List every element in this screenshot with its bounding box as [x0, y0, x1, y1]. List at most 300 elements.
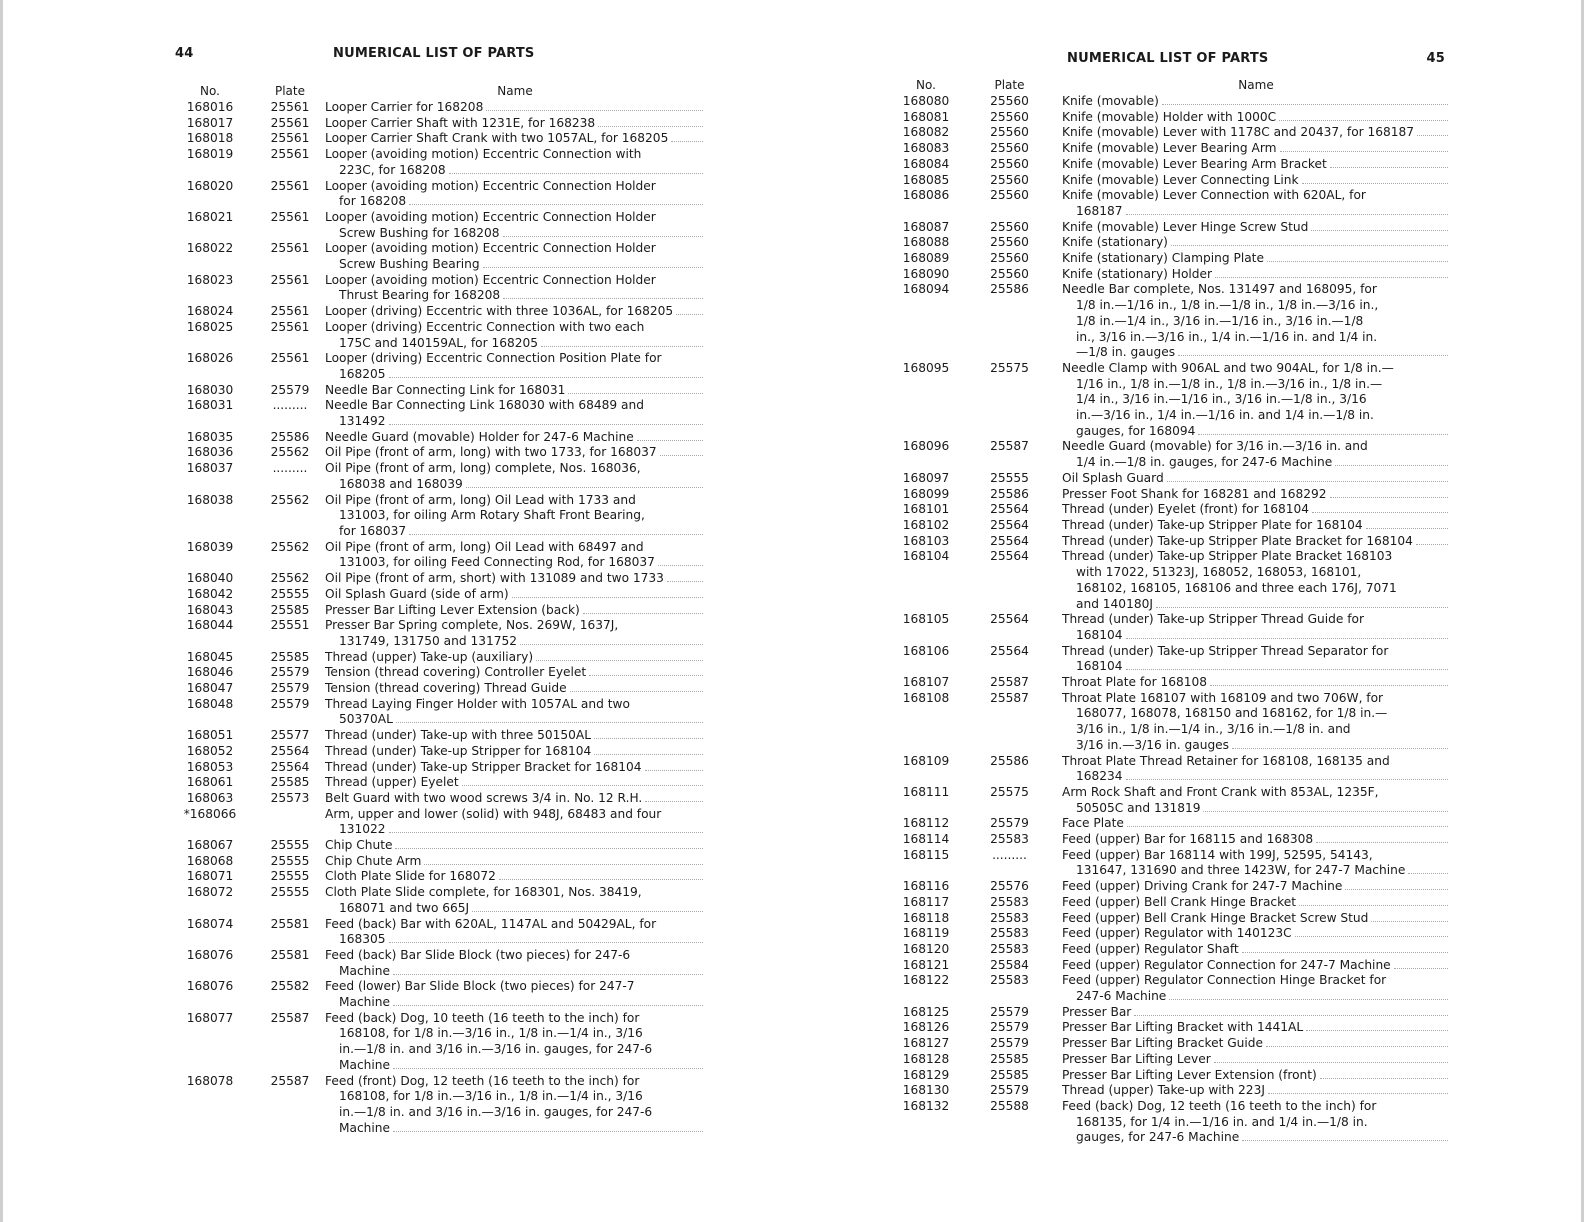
part-name-line [325, 634, 705, 650]
part-name-text: 223C, for 168208 [339, 162, 446, 177]
part-name-line [1062, 173, 1450, 189]
part-name-line [325, 226, 705, 242]
part-name-text: Thread (upper) Eyelet [325, 775, 459, 790]
part-number: 168036 [186, 445, 234, 460]
part-name [325, 665, 705, 681]
part-name-line [1062, 581, 1450, 597]
part-number: 168023 [186, 272, 234, 287]
part-name-line [325, 775, 705, 791]
part-name-text: Looper Carrier Shaft Crank with two 1057AL, for 168205 [325, 131, 669, 146]
part-name [1062, 471, 1450, 487]
dot-leader [1126, 668, 1448, 670]
dot-leader [1320, 1077, 1448, 1079]
plate-number: 25585 [990, 1067, 1029, 1082]
part-row [895, 1052, 1450, 1068]
plate-number: 25561 [270, 131, 310, 146]
part-name-line [1062, 911, 1450, 927]
left-page [165, 46, 705, 1136]
part-number: 168039 [186, 539, 234, 554]
part-name-text: 3/16 in., 1/8 in.—1/4 in., 3/16 in.—1/8 in. and [1076, 722, 1351, 737]
part-name-line [325, 917, 705, 933]
plate-number: 25587 [270, 1073, 310, 1088]
part-name-text: Feed (lower) Bar Slide Block (two pieces) for 247-7 [325, 979, 635, 994]
part-name-text: 1/4 in.—1/8 in. gauges, for 247-6 Machine [1076, 455, 1333, 470]
part-name-line [325, 398, 705, 414]
part-name [1062, 879, 1450, 895]
part-name-line [325, 273, 705, 289]
part-name [1062, 612, 1450, 643]
part-number: 168020 [186, 178, 234, 193]
part-row [165, 948, 705, 979]
part-name-text: Oil Pipe (front of arm, long) Oil Lead with 1733 and [325, 492, 636, 507]
part-name [325, 744, 705, 760]
part-name-line [325, 791, 705, 807]
part-number: *168066 [183, 806, 237, 821]
part-name-line [1062, 487, 1450, 503]
part-name [325, 1011, 705, 1074]
part-name [325, 979, 705, 1010]
dot-leader [393, 1067, 703, 1069]
part-name-line [1062, 377, 1450, 393]
part-name-line [325, 760, 705, 776]
part-name-line [325, 979, 705, 995]
plate-number: 25582 [270, 979, 310, 994]
part-name [325, 210, 705, 241]
dot-leader [658, 564, 703, 566]
part-name-text: 131003, for oiling Feed Connecting Rod, for 168037 [339, 555, 655, 570]
page-edge-left [0, 0, 3, 1222]
part-name-text: Feed (upper) Regulator Connection Hinge Bracket for [1062, 973, 1387, 988]
dot-leader [486, 109, 703, 111]
part-name-text: Knife (movable) Lever Bearing Arm Bracket [1062, 156, 1327, 171]
part-name [1062, 534, 1450, 550]
part-row [895, 911, 1450, 927]
parts-list [165, 100, 705, 1136]
dot-leader [1306, 1029, 1448, 1031]
part-name-text: and 140180J [1076, 596, 1153, 611]
part-name-line [325, 351, 705, 367]
part-name-text: Thrust Bearing for 168208 [339, 288, 501, 303]
part-name-line [1062, 958, 1450, 974]
plate-number: 25561 [270, 272, 310, 287]
part-name [1062, 816, 1450, 832]
parts-list [895, 94, 1450, 1146]
dot-leader [594, 737, 703, 739]
part-name-text: gauges, for 247-6 Machine [1076, 1130, 1240, 1145]
part-number: 168017 [186, 115, 234, 130]
part-name-line [1062, 471, 1450, 487]
part-row [895, 487, 1450, 503]
part-name-text: 168077, 168078, 168150 and 168162, for 1/8 in.— [1076, 706, 1388, 721]
dot-leader [449, 172, 703, 174]
part-number: 168038 [186, 492, 234, 507]
part-row [165, 116, 705, 132]
part-name-text: Feed (back) Bar Slide Block (two pieces) for 247-6 [325, 947, 631, 962]
part-name [325, 147, 705, 178]
part-name-text: Knife (stationary) [1062, 235, 1168, 250]
part-number: 168046 [186, 665, 234, 680]
part-name [1062, 251, 1450, 267]
part-number: 168130 [902, 1083, 950, 1098]
part-name [1062, 1083, 1450, 1099]
column-header-name: Name [1238, 78, 1274, 92]
part-name-line [325, 1058, 705, 1074]
dot-leader [583, 612, 703, 614]
part-name [1062, 911, 1450, 927]
part-name [325, 304, 705, 320]
part-name-line [1062, 125, 1450, 141]
part-name [325, 351, 705, 382]
part-name-text: 168205 [339, 366, 386, 381]
part-name-line [325, 1089, 705, 1105]
part-name-text: Thread (under) Eyelet (front) for 168104 [1062, 502, 1310, 517]
part-name-text: 131003, for oiling Arm Rotary Shaft Front Bearing, [339, 508, 645, 523]
part-name-line [325, 838, 705, 854]
dot-leader [389, 831, 703, 833]
part-number: 168101 [902, 502, 950, 517]
part-name-line [1062, 659, 1450, 675]
part-name-text: Face Plate [1062, 816, 1124, 831]
part-name-line [1062, 1020, 1450, 1036]
dot-leader [589, 674, 703, 676]
part-number: 168081 [902, 109, 950, 124]
dot-leader [396, 721, 703, 723]
part-row [165, 430, 705, 446]
part-name-line [1062, 675, 1450, 691]
dot-leader [667, 580, 703, 582]
part-name-text: 50370AL [339, 712, 393, 727]
dot-leader [1312, 511, 1448, 513]
part-name-text: 168071 and two 665J [339, 900, 470, 915]
part-name [1062, 220, 1450, 236]
part-name [1062, 832, 1450, 848]
part-row [165, 147, 705, 178]
part-row [895, 518, 1450, 534]
dot-leader [676, 313, 703, 315]
part-number: 168127 [902, 1036, 950, 1051]
part-row [165, 131, 705, 147]
part-row [895, 816, 1450, 832]
part-name-line [1062, 282, 1450, 298]
part-name-text: Presser Bar [1062, 1004, 1132, 1019]
part-number: 168122 [902, 973, 950, 988]
plate-number: 25583 [990, 941, 1029, 956]
plate-number: ......... [272, 461, 308, 476]
part-row [895, 973, 1450, 1004]
part-name [1062, 282, 1450, 361]
part-name-text: Feed (upper) Bell Crank Hinge Bracket [1062, 894, 1297, 909]
part-row [895, 251, 1450, 267]
part-name-text: Feed (upper) Regulator with 140123C [1062, 926, 1292, 941]
part-name-line [1062, 534, 1450, 550]
part-name [325, 430, 705, 446]
plate-number: 25579 [990, 1083, 1029, 1098]
part-name-line [1062, 879, 1450, 895]
dot-leader [1267, 260, 1448, 262]
part-name-text: Feed (back) Dog, 12 teeth (16 teeth to the inch) for [1062, 1099, 1377, 1113]
part-number: 168116 [902, 879, 950, 894]
column-headers [165, 83, 705, 100]
part-row [165, 1074, 705, 1137]
part-row [165, 210, 705, 241]
dot-leader [503, 297, 703, 299]
part-name-line [325, 603, 705, 619]
plate-number: 25587 [990, 675, 1029, 690]
part-name [1062, 502, 1450, 518]
part-name-line [1062, 942, 1450, 958]
part-name-line [325, 1074, 705, 1090]
part-name-line [1062, 408, 1450, 424]
part-number: 168061 [186, 775, 234, 790]
part-name-text: 131492 [339, 414, 386, 429]
dot-leader [409, 533, 703, 535]
part-name-text: Cloth Plate Slide for 168072 [325, 869, 496, 884]
part-name-line [325, 336, 705, 352]
plate-number: 25583 [990, 973, 1029, 988]
part-row [895, 267, 1450, 283]
part-name-line [1062, 330, 1450, 346]
part-row [165, 179, 705, 210]
plate-number: 25579 [270, 382, 310, 397]
part-name-text: Knife (stationary) Clamping Plate [1062, 251, 1264, 266]
part-name [325, 1074, 705, 1137]
plate-number: 25561 [270, 100, 310, 114]
part-name [325, 618, 705, 649]
part-row [165, 493, 705, 540]
part-name-line [325, 1121, 705, 1137]
part-name-line [1062, 769, 1450, 785]
part-name-text: Feed (upper) Bell Crank Hinge Bracket Screw Stud [1062, 910, 1369, 925]
part-row [165, 540, 705, 571]
part-name [1062, 973, 1450, 1004]
plate-number: 25564 [990, 533, 1029, 548]
part-name [325, 650, 705, 666]
plate-number: 25561 [270, 351, 310, 366]
part-number: 168099 [902, 486, 950, 501]
part-name-line [325, 430, 705, 446]
part-number: 168076 [186, 947, 234, 962]
part-name-line [325, 728, 705, 744]
plate-number: 25564 [990, 502, 1029, 517]
part-name-text: 1/4 in., 3/16 in.—1/16 in., 3/16 in.—1/8 in., 3/16 [1076, 392, 1367, 407]
dot-leader [1279, 119, 1448, 121]
part-name-text: Looper (driving) Eccentric with three 1036AL, for 168205 [325, 304, 674, 319]
part-row [165, 304, 705, 320]
part-name-text: Feed (back) Dog, 10 teeth (16 teeth to the inch) for [325, 1010, 640, 1025]
part-name-line [1062, 1099, 1450, 1115]
part-name-line [1062, 691, 1450, 707]
plate-number: 25564 [270, 759, 310, 774]
part-name-text: Throat Plate Thread Retainer for 168108, 168135 and [1062, 753, 1390, 768]
part-name-text: Looper (avoiding motion) Eccentric Connection Holder [325, 241, 656, 256]
part-row [895, 471, 1450, 487]
dot-leader [1127, 825, 1448, 827]
part-row [895, 754, 1450, 785]
part-number: 168063 [186, 790, 234, 805]
dot-leader [1203, 810, 1448, 812]
dot-leader [472, 910, 703, 912]
part-number: 168117 [902, 894, 950, 909]
part-number: 168040 [186, 571, 234, 586]
plate-number: 25555 [270, 853, 310, 868]
part-name-text: 168104 [1076, 627, 1123, 642]
dot-leader [409, 203, 703, 205]
part-name [1062, 1052, 1450, 1068]
part-number: 168035 [186, 429, 234, 444]
part-name [325, 241, 705, 272]
part-name-text: Feed (upper) Driving Crank for 247-7 Machine [1062, 879, 1343, 894]
part-name [325, 571, 705, 587]
part-row [895, 675, 1450, 691]
dot-leader [512, 596, 703, 598]
part-row [895, 125, 1450, 141]
dot-leader [1232, 747, 1448, 749]
part-name [325, 854, 705, 870]
plate-number: 25560 [990, 94, 1029, 108]
part-number: 168019 [186, 147, 234, 162]
dot-leader [393, 1004, 703, 1006]
part-name-text: Knife (movable) Holder with 1000C [1062, 109, 1277, 124]
part-name-text: Thread (under) Take-up Stripper Thread Separator for [1062, 643, 1389, 658]
part-name-text: Thread (under) Take-up with three 50150AL [325, 728, 592, 743]
part-name-line [325, 524, 705, 540]
part-name-text: Looper Carrier for 168208 [325, 100, 484, 114]
plate-number: 25586 [990, 486, 1029, 501]
part-name [1062, 1099, 1450, 1146]
part-name [325, 603, 705, 619]
part-name-line [325, 964, 705, 980]
dot-leader [645, 800, 703, 802]
part-name-line [1062, 549, 1450, 565]
dot-leader [1126, 637, 1448, 639]
plate-number: 25562 [270, 571, 310, 586]
part-name-line [325, 555, 705, 571]
part-number: 168120 [902, 941, 950, 956]
part-name-text: Oil Pipe (front of arm, short) with 131089 and two 1733 [325, 571, 664, 586]
part-name [1062, 487, 1450, 503]
part-row [165, 917, 705, 948]
part-name-text: Needle Guard (movable) Holder for 247-6 Machine [325, 429, 634, 444]
part-name-text: Machine [339, 995, 391, 1010]
plate-number: 25561 [270, 115, 310, 130]
part-name [325, 383, 705, 399]
part-name-text: Presser Bar Lifting Bracket with 1441AL [1062, 1020, 1304, 1035]
part-name [1062, 141, 1450, 157]
part-number: 168044 [186, 618, 234, 633]
part-number: 168026 [186, 351, 234, 366]
plate-number: 25560 [990, 125, 1029, 140]
part-name [1062, 1068, 1450, 1084]
part-name-line [1062, 455, 1450, 471]
part-number: 168111 [902, 784, 950, 799]
part-number: 168072 [186, 885, 234, 900]
part-name-text: Cloth Plate Slide complete, for 168301, Nos. 38419, [325, 885, 642, 900]
part-name-text: 1/16 in., 1/8 in.—1/8 in., 1/8 in.—3/16 in., 1/8 in.— [1076, 376, 1383, 391]
part-name [325, 398, 705, 429]
part-row [165, 650, 705, 666]
dot-leader [1330, 166, 1448, 168]
part-name-line [325, 367, 705, 383]
part-name-line [325, 869, 705, 885]
part-number: 168132 [902, 1099, 950, 1113]
part-name [1062, 644, 1450, 675]
part-row [895, 691, 1450, 754]
part-number: 168042 [186, 586, 234, 601]
part-number: 168068 [186, 853, 234, 868]
dot-leader [389, 376, 703, 378]
part-number: 168103 [902, 533, 950, 548]
part-name-text: Machine [339, 1057, 391, 1072]
dot-leader [1134, 1014, 1448, 1016]
part-name-line [325, 995, 705, 1011]
part-name-text: 1/8 in.—1/16 in., 1/8 in.—1/8 in., 1/8 in.—3/16 in., [1076, 298, 1379, 313]
plate-number: 25562 [270, 445, 310, 460]
dot-leader [1299, 904, 1448, 906]
part-number: 168089 [902, 251, 950, 266]
part-name-text: Needle Bar complete, Nos. 131497 and 168095, for [1062, 282, 1377, 297]
plate-number: 25561 [270, 178, 310, 193]
part-name-line [1062, 895, 1450, 911]
part-number: 168018 [186, 131, 234, 146]
part-number: 168025 [186, 319, 234, 334]
plate-number: 25562 [270, 539, 310, 554]
part-name-text: Presser Bar Lifting Lever Extension (back) [325, 602, 580, 617]
part-name [1062, 110, 1450, 126]
part-row [895, 188, 1450, 219]
part-name-text: Thread Laying Finger Holder with 1057AL and two [325, 696, 630, 711]
part-row [165, 273, 705, 304]
dot-leader [1156, 606, 1448, 608]
dot-leader [1171, 244, 1448, 246]
plate-number: 25579 [270, 696, 310, 711]
part-number: 168121 [902, 957, 950, 972]
part-name-text: gauges, for 168094 [1076, 423, 1196, 438]
part-name-line [325, 932, 705, 948]
part-number: 168109 [902, 753, 950, 768]
part-row [895, 644, 1450, 675]
part-number: 168080 [902, 94, 950, 108]
part-name-line [1062, 926, 1450, 942]
dot-leader [671, 140, 703, 142]
part-name-line [325, 712, 705, 728]
part-name-line [1062, 816, 1450, 832]
part-row [165, 838, 705, 854]
part-name-line [325, 508, 705, 524]
part-number: 168082 [902, 125, 950, 140]
part-name-line [325, 179, 705, 195]
part-name-text: 168038 and 168039 [339, 476, 463, 491]
part-name-line [1062, 801, 1450, 817]
part-name-line [1062, 848, 1450, 864]
part-name-line [325, 210, 705, 226]
part-name-text: Presser Bar Lifting Lever [1062, 1051, 1211, 1066]
plate-number: 25564 [990, 549, 1029, 564]
part-number: 168112 [902, 816, 950, 831]
plate-number: 25564 [990, 612, 1029, 627]
plate-number: 25585 [270, 775, 310, 790]
part-name-text: 168187 [1076, 203, 1123, 218]
part-name-text: in.—1/8 in. and 3/16 in.—3/16 in. gauges, for 247-6 [339, 1105, 653, 1119]
part-name-text: Oil Pipe (front of arm, long) Oil Lead with 68497 and [325, 539, 644, 554]
dot-leader [393, 1130, 703, 1132]
dot-leader [395, 847, 703, 849]
dot-leader [1242, 951, 1448, 953]
part-name-line [325, 540, 705, 556]
part-number: 168087 [902, 219, 950, 234]
part-name [1062, 188, 1450, 219]
part-name-line [1062, 267, 1450, 283]
dot-leader [598, 125, 703, 127]
